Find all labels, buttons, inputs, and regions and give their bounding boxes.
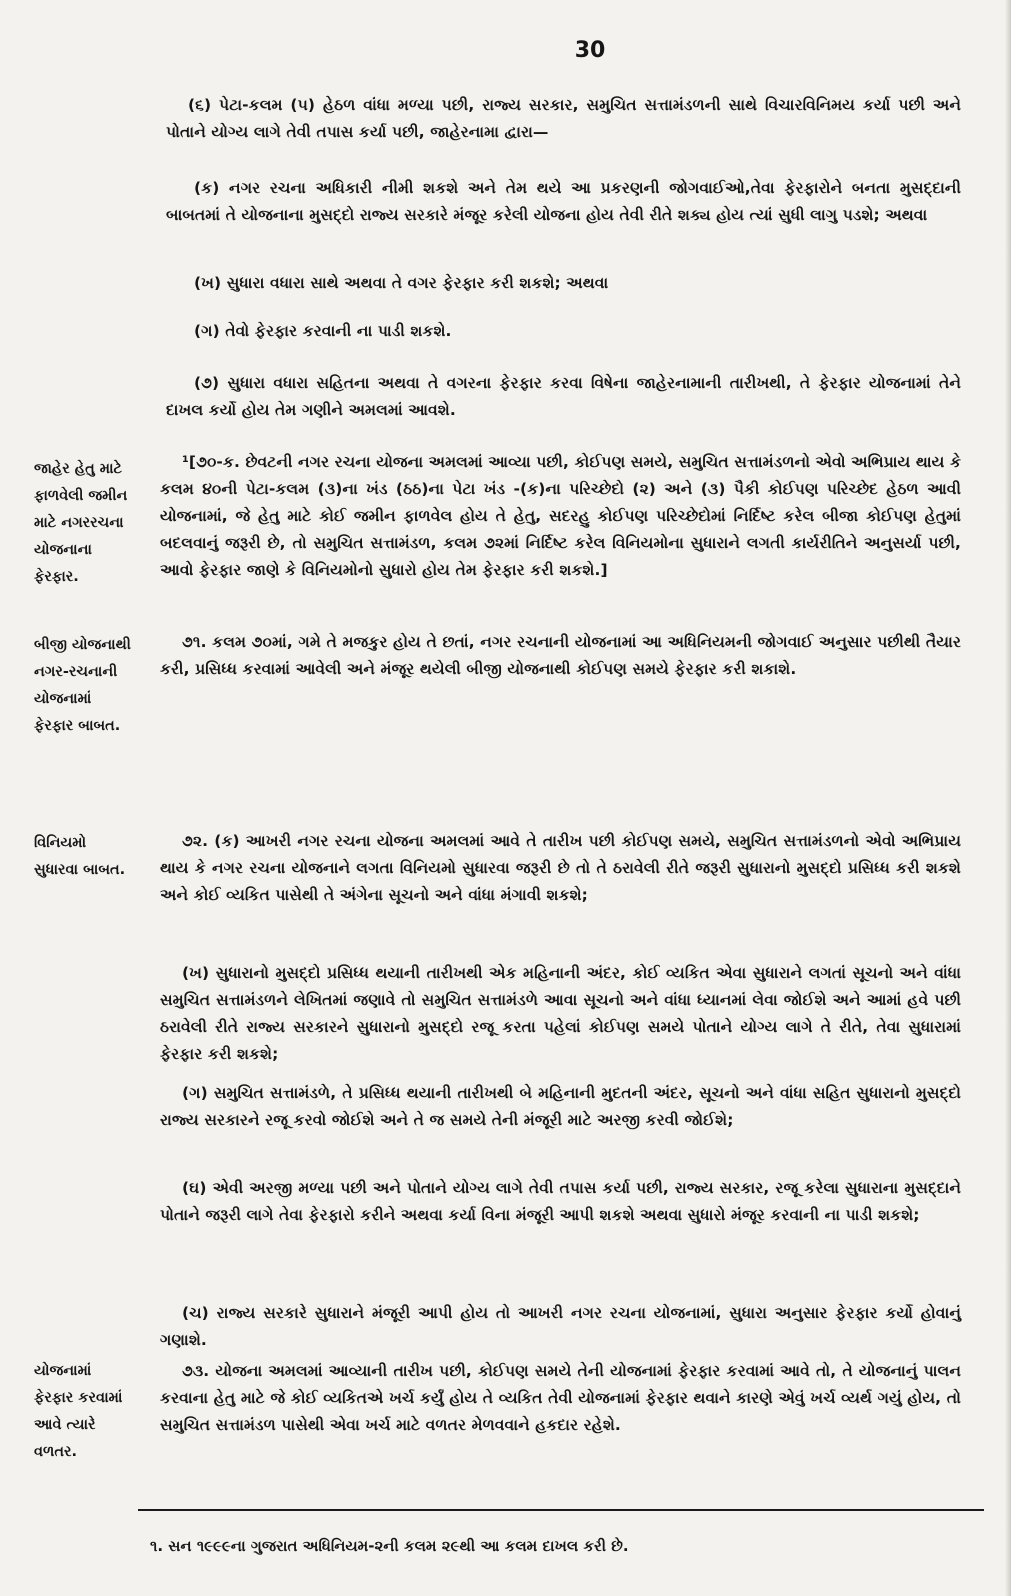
scan-edge-shadow bbox=[1005, 0, 1011, 1596]
paragraph-6-ka: (ક) નગર રચના અધિકારી નીમી શકશે અને તેમ થયે આ પ્રકરણની જોગવાઈઓ,તેવા ફેરફારોને બનતા મુસદ્દાની બાબતમાં તે યોજનાના મુસદ્દો રાજ્ય સરકારે મંજૂર કરેલી યોજના હોય તેવી રીતે શક્ય હોય ત્યાં સુધી લાગુ પડશે; અથવા bbox=[166, 179, 961, 224]
section-71: ૭૧. કલમ ૭૦માં, ગમે તે મજકુર હોય તે છતાં, નગર રચનાની યોજનામાં આ અધિનિયમની જોગવાઈ અનુસાર પછીથી તૈયાર કરી, પ્રસિધ્ધ કરવામાં આવેલી અને મંજૂર થયેલી બીજી યોજનાથી કોઈપણ સમયે ફેરફાર કરી શકાશે. bbox=[160, 633, 961, 678]
margin-note-71: બીજી યોજનાથી નગર-રચનાની યોજનામાં ફેરફાર બાબત. bbox=[34, 637, 131, 734]
margin-note-72: વિનિયમો સુધારવા બાબત. bbox=[34, 835, 126, 878]
section-72-ga: (ગ) સમુચિત સત્તામંડળે, તે પ્રસિધ્ધ થયાની તારીખથી બે મહિનાની મુદતની અંદર, સૂચનો અને વાંધા સહિત સુધારાનો મુસદ્દો રાજ્ય સરકારને રજૂ કરવો જોઈશે અને તે જ સમયે તેની મંજૂરી માટે અરજી કરવી જોઈશે; bbox=[160, 1084, 961, 1129]
section-72-kha: (ખ) સુધારાનો મુસદ્દો પ્રસિધ્ધ થયાની તારીખથી એક મહિનાની અંદર, કોઈ વ્યકિત એવા સુધારાને લગતાં સૂચનો અને વાંધા સમુચિત સત્તામંડળને લેખિતમાં જણાવે તો સમુચિત સત્તામંડળે આવા સૂચનો અને વાંધા ધ્યાનમાં લેવા જોઈશે અને આમાં હવે પછી ઠરાવેલી રીતે રાજ્ય સરકારને સુધારાનો મુસદ્દો રજૂ કરતા પહેલાં કોઈપણ સમયે પોતાને યોગ્ય લાગે તે રીતે, તેવા સુધારામાં ફેરફાર કરી શકશે; bbox=[160, 964, 961, 1063]
section-72-gha: (ઘ) એવી અરજી મળ્યા પછી અને પોતાને યોગ્ય લાગે તેવી તપાસ કર્યા પછી, રાજ્ય સરકાર, રજૂ કરેલા સુધારાના મુસદ્દાને પોતાને જરૂરી લાગે તેવા ફેરફારો કરીને અથવા કર્યા વિના મંજૂરી આપી શકશે અથવા સુધારો મંજૂર કરવાની ના પાડી શકશે; bbox=[160, 1179, 961, 1224]
section-73: ૭૩. યોજના અમલમાં આવ્યાની તારીખ પછી, કોઈપણ સમયે તેની યોજનામાં ફેરફાર કરવામાં આવે તો, તે યોજનાનું પાલન કરવાના હેતુ માટે જે કોઈ વ્યકિતએ ખર્ચ કર્યું હોય તે વ્યકિત તેવી યોજનામાં ફેરફાર થવાને કારણે એવું ખર્ચ વ્યર્થ ગયું હોય, તો સમુચિત સત્તામંડળ પાસેથી એવા ખર્ચ માટે વળતર મેળવવાને હકદાર રહેશે. bbox=[160, 1362, 961, 1434]
paragraph-6-kha: (ખ) સુધારા વધારા સાથે અથવા તે વગર ફેરફાર કરી શકશે; અથવા bbox=[194, 274, 609, 292]
paragraph-6-ga: (ગ) તેવો ફેરફાર કરવાની ના પાડી શકશે. bbox=[194, 322, 452, 340]
margin-note-70a: જાહેર હેતુ માટે ફાળવેલી જમીન માટે નગરરચના યોજનાના ફેરફાર. bbox=[34, 461, 128, 585]
margin-note-73: યોજનામાં ફેરફાર કરવામાં આવે ત્યારે વળતર. bbox=[34, 1363, 123, 1460]
page-number: 30 bbox=[574, 38, 606, 63]
section-70a: ¹[૭૦-ક. છેવટની નગર રચના યોજના અમલમાં આવ્યા પછી, કોઈપણ સમયે, સમુચિત સત્તામંડળનો એવો અભિપ્રાય થાય કે કલમ ૪૦ની પેટા-કલમ (૩)ના ખંડ (ઠઠ)ના પેટા ખંડ -(ક)ના પરિચ્છેદો (૨) અને (૩) પૈકી કોઈપણ પરિચ્છેદ હેઠળ આવી યોજનામાં, જે હેતુ માટે કોઈ જમીન ફાળવેલ હોય તે હેતુ, સદરહુ કોઈપણ પરિચ્છેદોમાં નિર્દિષ્ટ કરેલ બીજા કોઈપણ હેતુમાં બદલવાનું જરૂરી છે, તો સમુચિત સત્તામંડળ, કલમ ૭૨માં નિર્દિષ્ટ કરેલ વિનિયમોના સુધારાને લગતી કાર્યરીતિને અનુસર્યા પછી, આવો ફેરફાર જાણે કે વિનિયમોનો સુધારો હોય તેમ ફેરફાર કરી શકશે.] bbox=[160, 453, 961, 579]
section-72-cha: (ચ) રાજ્ય સરકારે સુધારાને મંજૂરી આપી હોય તો આખરી નગર રચના યોજનામાં, સુધારા અનુસાર ફેરફાર કર્યો હોવાનું ગણાશે. bbox=[160, 1304, 961, 1349]
footnote: ૧. સન ૧૯૯૯ના ગુજરાત અધિનિયમ-૨ની કલમ ૨૯થી આ કલમ દાખલ કરી છે. bbox=[150, 1537, 629, 1555]
paragraph-7: (૭) સુધારા વધારા સહિતના અથવા તે વગરના ફેરફાર કરવા વિષેના જાહેરનામાની તારીખથી, તે ફેરફાર યોજનામાં તેને દાખલ કર્યો હોય તેમ ગણીને અમલમાં આવશે. bbox=[166, 374, 961, 419]
footnote-divider bbox=[138, 1509, 984, 1511]
paragraph-6: (૬) પેટા-કલમ (૫) હેઠળ વાંધા મળ્યા પછી, રાજ્ય સરકાર, સમુચિત સત્તામંડળની સાથે વિચારવિનિમય કર્યા પછી અને પોતાને યોગ્ય લાગે તેવી તપાસ કર્યા પછી, જાહેરનામા દ્વારા— bbox=[166, 96, 961, 141]
section-72-ka: ૭૨. (ક) આખરી નગર રચના યોજના અમલમાં આવે તે તારીખ પછી કોઈપણ સમયે, સમુચિત સત્તામંડળનો એવો અભિપ્રાય થાય કે નગર રચના યોજનાને લગતા વિનિયમો સુધારવા જરૂરી છે તો તે ઠરાવેલી રીતે જરૂરી સુધારાનો મુસદ્દો પ્રસિધ્ધ કરી શકશે અને કોઈ વ્યકિત પાસેથી તે અંગેના સૂચનો અને વાંધા મંગાવી શકશે; bbox=[160, 832, 961, 904]
